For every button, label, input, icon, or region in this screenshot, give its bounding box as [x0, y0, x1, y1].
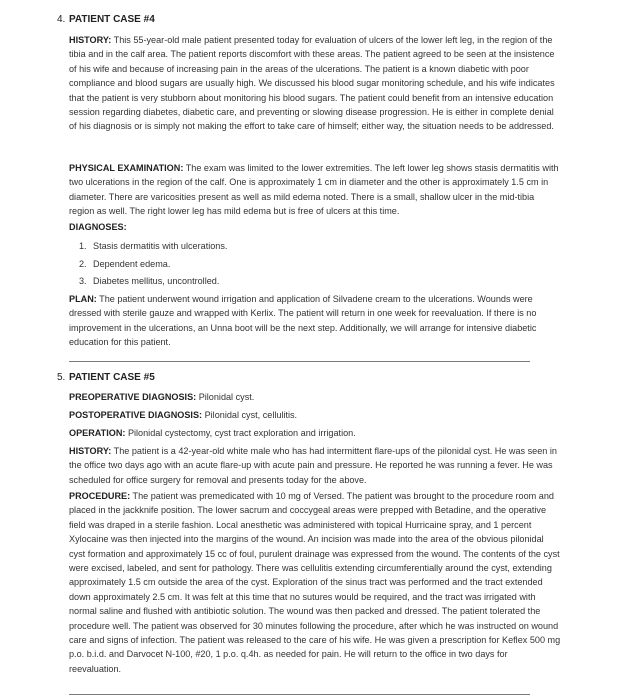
case-4-exam — [69, 161, 561, 219]
answer-line — [69, 694, 530, 695]
case-5-preop-text: Pilonidal cyst. — [198, 392, 255, 402]
case-4-exam-text: The exam was limited to the lower extremities. The left lower leg shows stasis dermatitis with two ulcerations in the region of the calf. One is approximately 1 cm in diameter and the other is approximately 1.5 cm in diameter. There are varicosities present as well as mild edema noted. There is a small, shallow ulcer in the mid-tibia region as well. The right lower leg has mild edema but is free of ulcers at this time. — [69, 163, 559, 217]
answer-line — [69, 361, 530, 362]
case-5-operation-text: Pilonidal cystectomy, cyst tract exploration and irrigation. — [127, 428, 356, 438]
diagnosis-text: Diabetes mellitus, uncontrolled. — [93, 276, 220, 286]
case-4-exam-label: PHYSICAL EXAMINATION: — [69, 163, 184, 173]
case-5-procedure — [69, 489, 561, 676]
case-4-history-text: This 55-year-old male patient presented today for evaluation of ulcers of the lower left leg, in the region of the tibia and in the calf area. The patient reports discomfort with these areas. The patient agreed to be seen at the insistence of his wife and because of increasing pain in the areas of the ulcerations. The patient is a known diabetic with poor compliance and blood sugars are usually high. We discussed his blood sugar monitoring schedule, and his wife indicates that the patient is very stubborn about monitoring his blood sugars. The patient could benefit from an intensive education session regarding diabetes, diabetic care, and preventing or slowing disease progression. He is either in complete denial of his diagnosis or is simply not making the effort to take care of himself; either way, the situation needs to be addressed. — [69, 35, 555, 132]
case-5-operation — [69, 426, 561, 440]
case-5-title: PATIENT CASE #5 — [69, 372, 155, 383]
case-5-history-label: HISTORY: — [69, 446, 112, 456]
case-5-postop-text: Pilonidal cyst, cellulitis. — [204, 410, 298, 420]
case-4-heading — [57, 14, 155, 25]
diagnosis-text: Dependent edema. — [93, 258, 171, 269]
case-5-preop — [69, 390, 561, 404]
case-5-history-text: The patient is a 42-year-old white male who has had intermittent flare-ups of the pilonidal cyst. He was seen in the office two days ago with an acute flare-up with acute pain and pressure. He reported he was running a fever. He was scheduled for office surgery for removal and presents today for the above. — [69, 446, 557, 485]
case-5-procedure-label: PROCEDURE: — [69, 491, 131, 501]
diagnosis-number: 2. — [79, 258, 87, 269]
case-4-plan-label: PLAN: — [69, 294, 97, 304]
case-4-plan — [69, 292, 561, 350]
list-item — [79, 257, 227, 275]
case-5-postop-label: POSTOPERATIVE DIAGNOSIS: — [69, 410, 203, 420]
case-4-plan-text: The patient underwent wound irrigation and application of Silvadene cream to the ulcerations. Wounds were dressed with sterile gauze and wrapped with Kerlix. The patient will return in one week for reevaluation. If there is no improvement in the ulcerations, an Unna boot will be the next step. Additionally, we will arrange for intensive diabetic education for this patient. — [69, 294, 537, 348]
list-item — [79, 274, 227, 292]
case-5-postop — [69, 408, 561, 422]
case-4-diagnoses-label: DIAGNOSES: — [69, 222, 127, 232]
case-4-number: 4. — [57, 14, 66, 25]
case-4-title: PATIENT CASE #4 — [69, 14, 155, 25]
case-5-history — [69, 444, 561, 487]
case-4-diagnoses-list — [79, 239, 227, 292]
case-5-procedure-text: The patient was premedicated with 10 mg of Versed. The patient was brought to the procedure room and placed in the jackknife position. The lower sacrum and coccygeal areas were prepped with Betadine, and the operative field was draped in a sterile fashion. Local anesthetic was administered with topical Hurricaine spray, and 1 percent Xylocaine was then injected into the margins of the wound. An incision was made into the area of the obvious pilonidal cyst formation and approximately 15 cc of foul, purulent drainage was expressed from the wound. The contents of the cyst were excised, labeled, and sent for pathology. There was cellulitis extending circumferentially around the cyst, extending approximately 1.5 cm outside the area of the cyst. Exploration of the sinus tract was performed and the tract extended down approximately 2.5 cm. It was felt at this time that no sutures would be required, and the tract was irrigated with normal saline and flushed with antibiotic solution. The wound was then packed and dressed. The patient tolerated the procedure well. The patient was observed for 30 minutes following the procedure, after which he was instructed on wound care and signs of infection. The patient was released to the care of his wife. He was given a prescription for Keflex 500 mg p.o. b.i.d. and Darvocet N-100, #20, 1 p.o. q.4h. as needed for pain. He will return to the office in two days for reevaluation. — [69, 491, 561, 674]
case-5-operation-label: OPERATION: — [69, 428, 126, 438]
diagnosis-number: 3. — [79, 276, 87, 286]
diagnosis-text: Stasis dermatitis with ulcerations. — [93, 241, 228, 251]
case-5-heading — [57, 372, 155, 383]
case-4-history-label: HISTORY: — [69, 35, 112, 45]
list-item — [79, 239, 227, 257]
case-4-history — [69, 33, 561, 134]
case-5-preop-label: PREOPERATIVE DIAGNOSIS: — [69, 392, 197, 402]
case-5-number: 5. — [57, 372, 66, 383]
case-4-diagnoses-heading — [69, 220, 561, 234]
diagnosis-number: 1. — [79, 241, 87, 251]
